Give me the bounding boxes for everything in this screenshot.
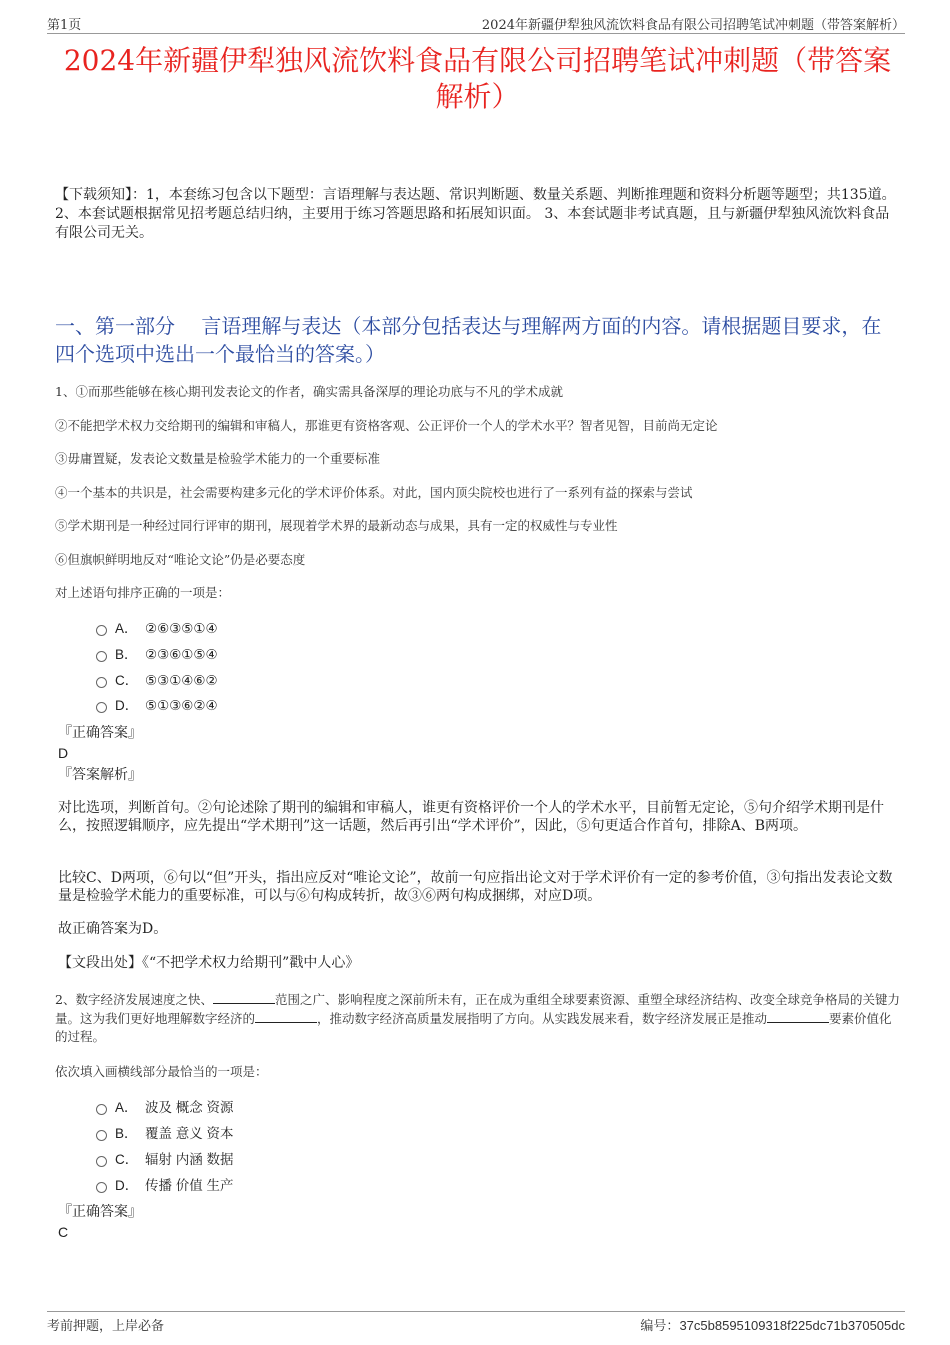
q1-analysis-3: 故正确答案为D。 bbox=[58, 921, 168, 937]
footer-code: 编号：37c5b8595109318f225dc71b370505dc bbox=[640, 1318, 905, 1334]
q1-line-3: ③毋庸置疑，发表论文数量是检验学术能力的一个重要标准 bbox=[55, 451, 381, 466]
q1-option-b[interactable]: B． ②③⑥①⑤④ bbox=[96, 645, 218, 665]
footer-divider bbox=[47, 1311, 905, 1312]
q2-answer: C bbox=[58, 1224, 69, 1240]
q2-option-d[interactable]: D． 传播 价值 生产 bbox=[96, 1176, 234, 1196]
radio-icon[interactable] bbox=[96, 1182, 107, 1193]
fill-blank-2[interactable] bbox=[255, 1009, 317, 1023]
q1-line-5: ⑤学术期刊是一种经过同行评审的期刊，展现着学术界的最新动态与成果，具有一定的权威性与专业性 bbox=[55, 518, 618, 533]
q1-answer-label: 『正确答案』 bbox=[58, 725, 142, 741]
q1-source: 【文段出处】《“不把学术权力给期刊”戳中人心》 bbox=[58, 955, 360, 971]
radio-icon[interactable] bbox=[96, 702, 107, 713]
radio-icon[interactable] bbox=[96, 651, 107, 662]
radio-icon[interactable] bbox=[96, 625, 107, 636]
radio-icon[interactable] bbox=[96, 1130, 107, 1141]
fill-blank-1[interactable] bbox=[213, 990, 275, 1004]
q1-option-a[interactable]: A． ②⑥③⑤①④ bbox=[96, 619, 218, 639]
q1-analysis-1: 对比选项，判断首句。②句论述除了期刊的编辑和审稿人，谁更有资格评价一个人的学术水平，目前暂无定论，⑤句介绍学术期刊是什么，按照逻辑顺序，应先提出“学术期刊”这一话题，然后再引出“学术评价”，因此，⑤句更适合作首句，排除A、B两项。 bbox=[58, 800, 884, 834]
section-title: 一、第一部分 言语理解与表达（本部分包括表达与理解两方面的内容。请根据题目要求，在四个选项中选出一个最恰当的答案。） bbox=[55, 314, 882, 366]
q2-answer-label: 『正确答案』 bbox=[58, 1204, 142, 1220]
page-header bbox=[47, 14, 905, 34]
fill-blank-3[interactable] bbox=[767, 1009, 829, 1023]
q1-option-c[interactable]: C． ⑤③①④⑥② bbox=[96, 671, 218, 691]
radio-icon[interactable] bbox=[96, 1156, 107, 1167]
radio-icon[interactable] bbox=[96, 1104, 107, 1115]
q2-option-a[interactable]: A． 波及 概念 资源 bbox=[96, 1098, 234, 1118]
q2-option-c[interactable]: C． 辐射 内涵 数据 bbox=[96, 1150, 234, 1170]
q2-stem: 2、数字经济发展速度之快、 范围之广、影响程度之深前所未有，正在成为重组全球要素资源、重塑全球经济结构、改变全球竞争格局的关键力量。这为我们更好地理解数字经济的 ，推动数字经济高质量发展指明了方向。从实践发展来看，数字经济发展正是推动 要素价值化的过程。 bbox=[55, 992, 900, 1044]
document-title: 2024年新疆伊犁独风流饮料食品有限公司招聘笔试冲刺题（带答案解析） bbox=[63, 44, 892, 113]
page-number: 第1页 bbox=[47, 18, 82, 33]
footer-slogan: 考前押题，上岸必备 bbox=[47, 1319, 165, 1334]
radio-icon[interactable] bbox=[96, 677, 107, 688]
header-divider bbox=[47, 33, 905, 34]
q1-line-6: ⑥但旗帜鲜明地反对“唯论文论”仍是必要态度 bbox=[55, 552, 306, 567]
q1-line-1: 1、①而那些能够在核心期刊发表论文的作者，确实需具备深厚的理论功底与不凡的学术成就 bbox=[55, 384, 563, 399]
q2-option-b[interactable]: B． 覆盖 意义 资本 bbox=[96, 1124, 234, 1144]
q1-line-2: ②不能把学术权力交给期刊的编辑和审稿人，那谁更有资格客观、公正评价一个人的学术水平？智者见智，目前尚无定论 bbox=[55, 418, 718, 433]
q1-line-4: ④一个基本的共识是，社会需要构建多元化的学术评价体系。对此，国内顶尖院校也进行了一系列有益的探索与尝试 bbox=[55, 485, 693, 500]
q1-option-d[interactable]: D． ⑤①③⑥②④ bbox=[96, 696, 218, 716]
q1-prompt: 对上述语句排序正确的一项是： bbox=[55, 585, 231, 600]
q1-answer: D bbox=[58, 745, 69, 761]
q2-prompt: 依次填入画横线部分最恰当的一项是： bbox=[55, 1064, 268, 1079]
q1-analysis-label: 『答案解析』 bbox=[58, 767, 142, 783]
q1-analysis-2: 比较C、D两项，⑥句以“但”开头，指出应反对“唯论文论”，故前一句应指出论文对于学术评价有一定的参考价值，③句指出发表论文数量是检验学术能力的重要标准，可以与⑥句构成转折，故③⑥两句构成捆绑，对应D项。 bbox=[58, 870, 893, 904]
download-notice: 【下载须知】：1，本套练习包含以下题型：言语理解与表达题、常识判断题、数量关系题、判断推理题和资料分析题等题型；共135道。 2、本套试题根据常见招考题总结归纳，主要用于练习答题思路和拓展知识面。 3、本套试题非考试真题，且与新疆伊犁独风流饮料食品有限公司无关。 bbox=[55, 187, 896, 241]
header-title: 2024年新疆伊犁独风流饮料食品有限公司招聘笔试冲刺题（带答案解析） bbox=[481, 18, 905, 33]
